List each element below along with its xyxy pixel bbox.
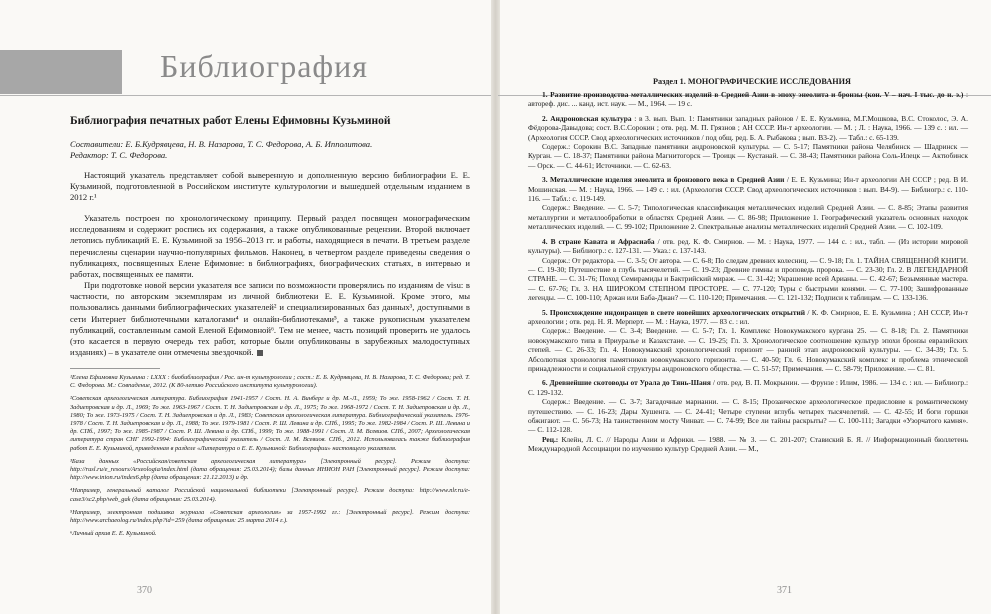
entry-details: / К. Ф. Смирнов, Е. Е. Кузьмина ; АН СССР, Ин-т археологии ; отв. ред. Н. Я. Мерперт. — М. : Наука, 1977. — 83 с. : ил.: [528, 307, 968, 326]
entry-title: Древнейшие скотоводы от Урала до Тянь-Шаня: [549, 378, 711, 388]
entry-contents: Содерж.: Сорокин В.С. Западные памятники андроновской культуры. — С. 5-17; Памятники района Челябинск — Шадринск — Курган. — С. 18-37; Памятники района Магнитогорск — Троицк — Кустанай. — С. 38-43; Памятники района Соль-Илецк — Актюбинск — Орск. — С. 44-61; Источники. — С. 62-63.: [528, 142, 968, 170]
intro-paragraph-1: Настоящий указатель представляет собой выверенную и дополненную версию библиографии Е. Е. Кузьминой, подготовленной в Российском институте культурологии и вышедшей отдельным изданием в 2012 г.¹: [70, 170, 470, 203]
footnote-3: ³База данных «Российская/советская археологическая литература» [Электронный ресурс]. Режим доступа: http://rusl.ru/e_resours/Arxeologia/index.html (дата обращения: 25.03.2014); базы данных ИНИОН РАН [Электронный ресурс]. Режим доступа: http://www.inion.ru/index6.php (дата обращения: 21.12.2013) и др.: [70, 457, 470, 482]
entry-title: Развитие производства металлических изделий в Средней Азии в эпоху энеолита и бронзы (кон. V – нач. I тыс. до н. э.): [550, 90, 964, 99]
footnote-2: ²Советская археологическая литература. Библиография 1941-1957 / Сост. Н. А. Винберг и др. М.-Л., 1959; То же. 1958-1962 / Сост. Т. Н. Задиепровская и др. Л., 1969; То же. 1963-1967 / Сост. Т. Н. Задиепровская и др. Л., 1975; То же. 1968-1972 / Сост. Т. Н. Задиепровская и др. Л., 1980; То же. 1973-1975 / Сост. Т. Н. Задиепровская и др. Л., 1983; Советская археологическая литература. Библиографический указатель. 1976-1978 / Сост. Т. Н. Задиепровская и др. Л., 1988; То же. 1979-1981 / Сост. Р. Ш. Левина и др. СПб., 1995; То же. 1982-1984 / Сост. Р. Ш. Левина и др. СПб., 1997; То же. 1985-1987 / Сост. Р. Ш. Левина и др. СПб., 1999; То же. 1988-1991 / Сост. Л. М. Всевиов. СПб., 2007; Археологическая литература стран СНГ 1992-1994: Библиографический указатель / Сост. Л. М. Всевиов. СПб., 2012. Использовалась также библиография работ Е. Е. Кузьминой, приведенная в разделе «Литература о Е. Е. Кузьминой: Библиографии» настоящего указателя.: [70, 395, 470, 452]
entry-details: / отв. ред. К. Ф. Смирнов. — М. : Наука, 1977. — 144 с. : ил., табл. — (Из истории мировой культуры). — Библиогр.: с. 127-131. — Указ.: с. 137-143.: [528, 236, 968, 256]
bib-entry: [528, 378, 968, 453]
footnotes: [70, 374, 470, 543]
page-number-left: 370: [137, 585, 152, 596]
footnote-6: ⁶Личный архив Е. Е. Кузьминой.: [70, 530, 157, 538]
review-text: Клейн, Л. С. // Народы Азии и Африки. — 1988. — № 3. — С. 201-207; Ставиский Б. Я. // Информационный бюллетень Международной Ассоциации по изучению культур Средней Азии. — М.,: [528, 434, 968, 454]
document-title: Библиография печатных работ Елены Ефимовны Кузьминой: [70, 115, 391, 127]
entry-details: : автореф. дис. ... канд. ист. наук. — М., 1964. — 19 с.: [528, 90, 968, 109]
bib-entry: [528, 175, 968, 231]
intro-paragraph-3: [70, 280, 470, 358]
entry-number: 2.: [542, 113, 548, 123]
page-header-title: Библиография: [160, 48, 368, 84]
entry-title: Происхождение индоиранцев в свете новейших археологических открытий: [549, 307, 805, 317]
bibliography-entries: [528, 90, 968, 459]
intro-paragraph-2: Указатель построен по хронологическому принципу. Первый раздел посвящен монографическим исследованиям и содержит роспись их содержания, а также опубликованные рецензии. Второй включает летопись публикаций Е. Е. Кузьминой за 1956–2013 гг. и работы, находящиеся в печати. В третьем разделе перечислены сценарии научно-популярных фильмов. Наконец, в четвертом разделе приведены сведения о публикациях, посвященных Елене Ефимовне: в библиографиях, биографических статьях, в интервью и работах, посвященных ее памяти.: [70, 213, 470, 280]
entry-details: : в 3. вып. Вып. 1: Памятники западных районов / Е. Е. Кузьмина, М.Г.Мошкова, В.С. Стоколос, Э. А. Фёдорова-Давыдова; сост. В.С.Сорокин ; отв. ред. М. П. Грязнов ; АН СССР. Ин-т археологии. — М. ; Л. : Наука, 1966. — 139 с. : ил. — (Археология СССР. Свод археологических источников / под общ. ред. Б. А. Рыбакова ; вып. В3-2). — Табл.: с. 65-139.: [528, 113, 968, 142]
entry-contents: Содерж.: Введение. — С. 5-7; Типологическая классификация металлических изделий Средней Азии. — С. 8-85; Этапы развития металлургии и металлообработки в областях Средней Азии. — С. 86-98; Приложение 1. Географический указатель основных находок металлических изделий. — С. 99-102; Приложение 2. Спектральные анализы металлических изделий Средней Азии. — С. 102-109.: [528, 203, 968, 232]
entry-details: / Е. Е. Кузьмина; Ин-т археологии АН СССР ; ред. В И. Мошинская. — М. : Наука, 1966. — 149 с. : ил. (Археология СССР. Свод археологических источников : вып. В4-9). — Библиогр.: с. 110-116. — Табл.: с. 119-149.: [528, 175, 968, 204]
page-number-right: 371: [777, 585, 792, 596]
end-mark-square-icon: [257, 350, 263, 356]
bib-entry: [528, 237, 968, 303]
entry-number: 5.: [542, 307, 548, 317]
compilers-line: Составители: Е. Б.Кудрявцева, Н. В. Назарова, Т. С. Федорова, А. Б. Ипполитова.: [70, 139, 373, 149]
entry-details: / отв. ред. В. П. Мокрынин. — Фрунзе : Илим, 1986. — 134 с. : ил. — Библиогр.: С. 129-132.: [528, 378, 969, 397]
entry-number: 6.: [542, 378, 548, 388]
footnote-rule: [70, 368, 160, 369]
footnote-5: ⁵Например, электронная подшивка журнала «Советская археология» за 1957-1992 гг.: [Электронный ресурс]. Режим доступа: http://www.archaeolog.ru/index.php?id=259 (дата обращения: 25 марта 2014 г.).: [70, 508, 470, 525]
footnote-1: ¹Елена Ефимовна Кузьмина : LXXX : биобиблиография / Рос. ин-т культурологии ; сост.: Е. Б. Кудрявцева, Н. В. Назарова, Т. С. Федорова; ред. Т. С. Федорова. М.: Совпадение, 2012. (К 80-летию Российского института культурологии).: [70, 374, 470, 390]
review-line: [528, 435, 968, 454]
entry-contents: Содерж.: Введение. — С. 3-4; Введение. — С. 5-7; Гл. 1. Комплекс Новокумакского кургана 25. — С. 8-18; Гл. 2. Памятники новокумакского типа в Приуралье и Казахстане. — С. 19-25; Гл. 3. Хронологическое соотношение культур эпохи бронзы евразийских степей. — С. 26-33; Гл. 4. Новокумакский хронологический горизонт — ранний этап андроновской культуры. — С. 34-39; Гл. 5. Абсолютная хронология памятников новокумакского горизонта. — С. 40-50; Гл. 6. Новокумакский комплекс и проблема этнической принадлежности и социальной структуры андроновского общества. — С. 51-57; Примечания. — С. 58-79; Приложение. — С. 81.: [528, 326, 968, 373]
entry-title: В стране Кавата и Афрасиаба: [550, 236, 655, 246]
entry-number: 3.: [542, 175, 548, 185]
compilers-block: [70, 139, 470, 161]
review-label: Рец.:: [542, 434, 559, 444]
entry-number: 1.: [542, 90, 548, 99]
right-page: [498, 0, 991, 614]
header-rule: [0, 95, 493, 96]
section-heading: Раздел 1. МОНОГРАФИЧЕСКИЕ ИССЛЕДОВАНИЯ: [653, 77, 851, 86]
bib-entry: [528, 90, 968, 109]
header-gray-block: [0, 50, 122, 94]
intro-paragraph-3-text: При подготовке новой версии указателя все записи по возможности проверялись по изданиям de visu: в частности, по авторским экземплярам из личной библиотеки Е. Е. Кузьминой. Кроме этого, мы пользовались данными библиографических указателей² и специализированных баз данных³, доступными в сети Интернет библиотечными каталогами⁴ и онлайн-библиотеками⁵, а также рукописным указателем публикаций, составленным самой Еленой Ефимовной⁶. Тем не менее, часть позиций проверить не удалось (это касается в первую очередь тех работ, которые были опубликованы в зарубежных малодоступных изданиях) – в указателе они отмечены звездочкой.: [70, 280, 470, 358]
entry-title: Металлические изделия энеолита и бронзового века в Средней Азии: [550, 175, 785, 185]
footnote-4: ⁴Например, генеральный каталог Российской национальной библиотеки [Электронный ресурс]. Режим доступа: http://www.nlr.ru/e-case3/sc2.php/web_gak (дата обращения: 25.03.2014).: [70, 487, 470, 503]
entry-number: 4.: [542, 236, 548, 246]
bib-entry: [528, 114, 968, 170]
editor-line: Редактор: Т. С. Федорова.: [70, 150, 168, 160]
entry-contents: Содерж.: Введение. — С. 3-7; Загадочные марианни. — С. 8-15; Прозаическое археологическое предисловие к романтическому путешествию. — С. 16-23; Дары Хушенга. — С. 24-41; Четыре ступени вглубь четырех тысячелетий. — С. 42-55; И боги горшки обжигают. — С. 56-73; На таинственном мосту Чинват. — С. 74-99; Все ли тайны раскрыты? — С. 100-111; Загадки «Узорчатого камня». — С. 112-128.: [528, 397, 968, 435]
bib-entry: [528, 308, 968, 374]
entry-title: Андроновская культура: [550, 113, 632, 123]
entry-contents: Содерж.: От редактора. — С. 3-5; От автора. — С. 6-8; По следам древних колесниц. — С. 9-18; Гл. 1. ТАЙНА СВЯЩЕННОЙ КНИГИ. — С. 19-30; Путешествие в глубь тысячелетий. — С. 19-23; Древние гимны и проповедь пророка. — С. 23-30; Гл. 2. В ЛЕГЕНДАРНОЙ СТРАНЕ. — С. 31-76; Поход Семирамиды и Бактрийский мираж. — С. 31-42; Украшение всей Арианы. — С. 42-67; Безымянные мастера. — С. 67-76; Гл. 3. НА ШИРОКОМ СТЕПНОМ ПРОСТОРЕ. — С. 77-120; Туры с быстрыми конями. — С. 77-100; Зашифрованные легенды. — С. 100-110; Аржан или Баба-Джан? — С. 110-120; Примечания. — С. 121-132; Подписи к таблицам. — С. 133-136.: [528, 255, 968, 303]
left-page: [0, 0, 493, 614]
